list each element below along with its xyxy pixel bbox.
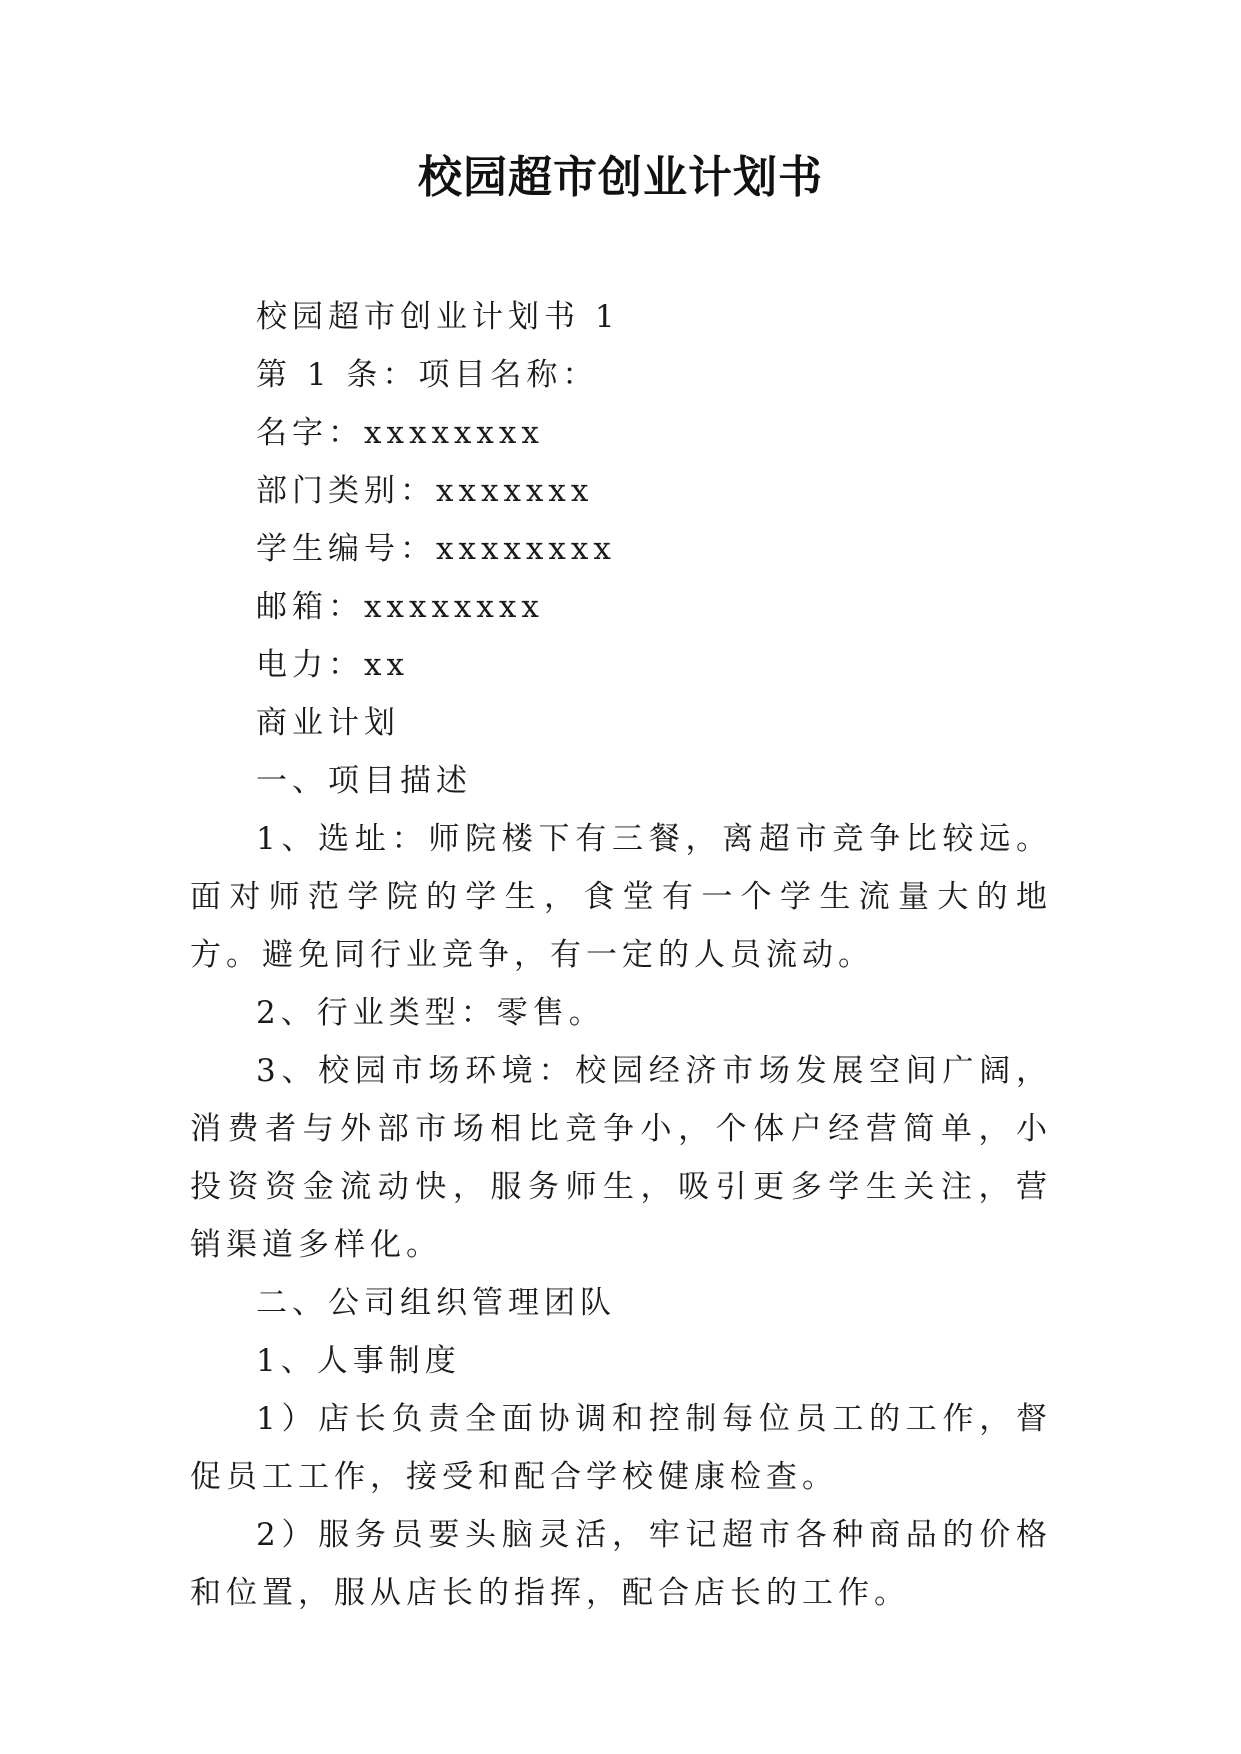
paragraph-industry-type: 2、行业类型：零售。 xyxy=(256,995,605,1031)
paragraph-name: 名字：xxxxxxxx xyxy=(256,415,544,451)
paragraph-email: 邮箱：xxxxxxxx xyxy=(256,589,544,625)
paragraph-location: 1、选址：师院楼下有三餐，离超市竞争比较远。面对师范学院的学生，食堂有一个学生流量大的地方。避免同行业竞争，有一定的人员流动。 xyxy=(190,821,1052,973)
subheading-personnel-system: 1、人事制度 xyxy=(256,1343,461,1379)
document-title: 校园超市创业计划书 xyxy=(418,152,823,203)
paragraph-plan-heading: 校园超市创业计划书 1 xyxy=(256,299,620,335)
document-body xyxy=(190,288,1052,1622)
paragraph-store-manager-duty: 1）店长负责全面协调和控制每位员工的工作，督促员工工作，接受和配合学校健康检查。 xyxy=(190,1401,1052,1495)
section-heading-team: 二、公司组织管理团队 xyxy=(256,1285,616,1321)
section-heading-project-description: 一、项目描述 xyxy=(256,763,472,799)
paragraph-article-1: 第 1 条：项目名称： xyxy=(256,357,599,393)
paragraph-phone: 电力：xx xyxy=(256,647,409,683)
paragraph-department: 部门类别：xxxxxxx xyxy=(256,473,594,509)
paragraph-market-environment: 3、校园市场环境：校园经济市场发展空间广阔，消费者与外部市场相比竞争小，个体户经营简单，小投资资金流动快，服务师生，吸引更多学生关注，营销渠道多样化。 xyxy=(190,1053,1052,1263)
paragraph-business-plan: 商业计划 xyxy=(256,705,400,741)
paragraph-staff-duty: 2）服务员要头脑灵活，牢记超市各种商品的价格和位置，服从店长的指挥，配合店长的工作。 xyxy=(190,1517,1052,1611)
paragraph-student-id: 学生编号：xxxxxxxx xyxy=(256,531,616,567)
